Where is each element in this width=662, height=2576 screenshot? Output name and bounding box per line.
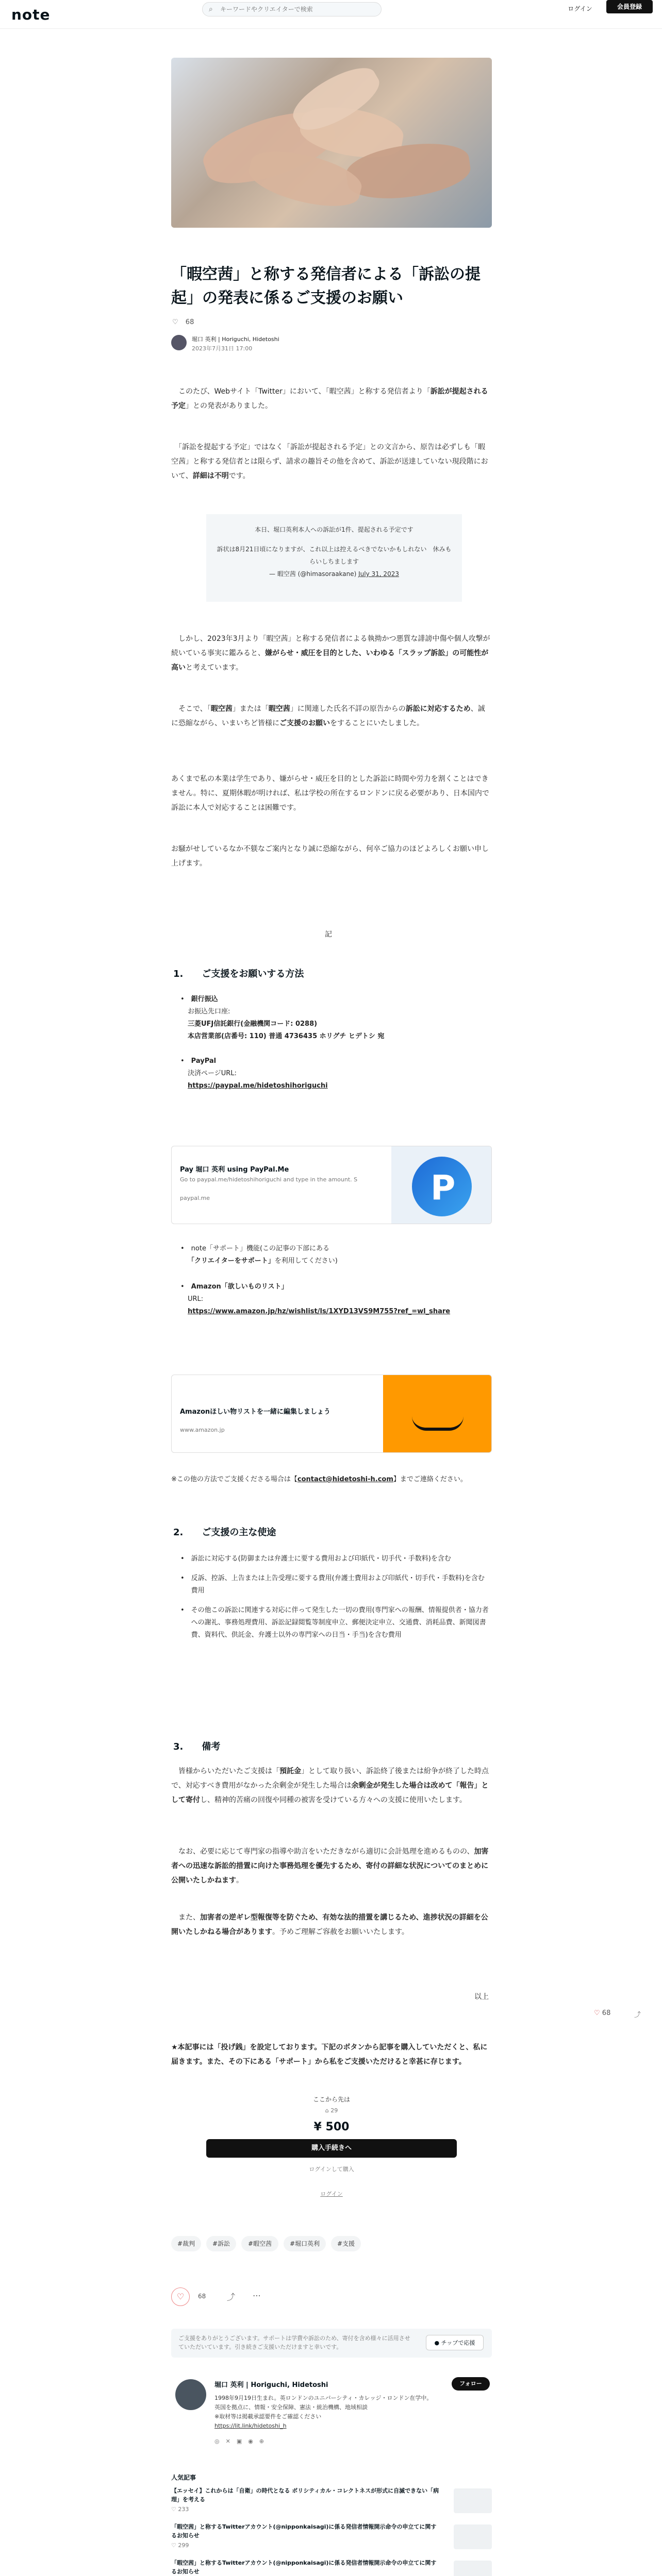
tag-2[interactable]: #訴訟: [206, 2236, 236, 2251]
bank-item: • 銀行振込 お振込先口座: 三菱UFJ信託銀行(金融機関コード: 0288) 本店営業部(店番号: 110) 普通 4736435 ホリグチ ヒデトシ 宛: [180, 995, 385, 1040]
search-icon: ⌕: [209, 5, 213, 13]
tweet-line-2: 訴状は8月21日頃になりますが、これ以上は控えるべきでないかもしれない 休みもらいしちまします: [217, 546, 452, 565]
coin-icon: ●: [434, 2340, 440, 2346]
popular-thumb: [454, 2524, 492, 2549]
tweet-date-link[interactable]: July 31, 2023: [358, 570, 399, 578]
popular-thumb: [454, 2488, 492, 2513]
note-paragraph-2: なお、必要に応じて専門家の指導や助言をいただきながら適切に会計処理を進めるものの、加害者への迅速な訴訟的措置に向けた事務処理を優先するため、寄付の詳細な状況についてのまとめに公開いたしかねます。: [171, 1848, 489, 1885]
buy-note: ログインして購入: [309, 2166, 354, 2173]
tip-button[interactable]: ● チップで応援: [426, 2335, 484, 2350]
embedded-tweet: [206, 514, 462, 602]
heart-icon: ♡: [172, 318, 178, 326]
section-2-heading: 2. ご支援の主な使途: [173, 1527, 276, 1538]
article-date: 2023年7月31日 17:00: [192, 345, 253, 352]
floating-like-button[interactable]: ♡ 68: [594, 2009, 611, 2017]
search-input[interactable]: [220, 5, 375, 14]
paypal-link-card[interactable]: Pay 堀口 英利 using PayPal.Me Go to paypal.me/hidetoshihoriguchi and type in the amount. S paypal.me P: [171, 1146, 492, 1224]
tweet-author: — 暇空茜 (@himasoraakane): [269, 570, 357, 578]
note-logo[interactable]: note: [11, 6, 51, 23]
tag-3[interactable]: #暇空茜: [241, 2236, 278, 2251]
note-support-item: • note「サポート」機能(この記事の下部にある 「クリエイターをサポート」を利用してください): [180, 1245, 338, 1265]
floating-share-icon[interactable]: ⤴: [634, 2011, 641, 2019]
paid-count: ⌂ 29: [325, 2107, 338, 2114]
share-icon[interactable]: ⤴: [227, 2292, 236, 2302]
tweet-line-1: 本日、堀口英利本人への訴訟が1件、提起される予定です: [255, 526, 413, 533]
paid-notice: ★本記事には「投げ銭」を設定しております。下記のボタンから記事を購入していただくと、私に届きます。また、その下にある「サポート」から私をご支援いただけると幸甚に存じます。: [171, 2043, 488, 2066]
like-button[interactable]: [171, 2287, 190, 2306]
heart-icon: ♡: [176, 2292, 185, 2301]
popular-item[interactable]: 「暇空茜」と称するTwitterアカウント(@nipponkaisagi)に係る発信者情報開示命令の申立てに関するお知らせ: [171, 2558, 492, 2576]
paragraph-4: そこで、「暇空茜」または「暇空茜」に関連した氏名不詳の原告からの訴訟に対応するため、誠に恐縮ながら、いまいちど皆様にご支援のお願いをすることにいたしました。: [171, 705, 485, 727]
contact-email-link[interactable]: contact@hidetoshi-h.com: [297, 1476, 393, 1483]
creator-card: [171, 2374, 492, 2451]
paragraph-6: お騒がせしているなか不躾なご案内となり誠に恐縮ながら、何卒ご協力のほどよろしくお願い申し上げます。: [171, 845, 489, 868]
note-paragraph-3: また、加害者の逆ギレ型報復等を防ぐため、有効な法的措置を講じるため、進捗状況の詳細を公開いたしかねる場合があります。予めご理解ご容赦をお願いいたします。: [171, 1913, 488, 1936]
popular-heading: 人気記事: [171, 2474, 196, 2481]
paypal-logo-image: [391, 1146, 492, 1224]
paragraph-2: 「訴訟を提起する予定」ではなく「訴訟が提起される予定」との文言から、原告は必ずしも「暇空茜」と称する発信者とは限らず、請求の趣旨その他を含めて、訴訟が送達していない現段階において、詳細は不明です。: [171, 443, 488, 480]
paragraph-1: このたび、Webサイト「Twitter」において、「暇空茜」と称する発信者より「訴訟が提起される予定」との発表がありました。: [171, 387, 488, 410]
creator-bio: 1998年9月19日生まれ。英ロンドンのユニバーシティ・カレッジ・ロンドン在学中。 英国を拠点に、情報・安全保障、憲法・統治機構、地域相談 ※取材等は掲載承認要件をご確認ください https://lit.link/hidetoshi_h: [214, 2394, 446, 2431]
follow-button[interactable]: フォロー: [452, 2377, 490, 2391]
popular-thumb: [454, 2561, 492, 2576]
paid-from-label: ここから先は: [312, 2096, 350, 2103]
like-counter[interactable]: [172, 318, 194, 326]
search-box[interactable]: [202, 2, 382, 16]
popular-list: [171, 2486, 492, 2576]
popular-item[interactable]: 【エッセイ】これからは「自衛」の時代となる ボリシティカル・コレクトネスが形式に自滅できない「病理」を考える ♡ 233: [171, 2486, 492, 2522]
hero-image: [171, 58, 492, 228]
creator-name[interactable]: 堀口 英利 | Horiguchi, Hidetoshi: [214, 2381, 328, 2389]
like-count: 68: [185, 318, 194, 326]
social-icons[interactable]: ◎✕▣◉⊕: [214, 2438, 271, 2445]
note-paragraph-1: 皆様からいただいたご支援は「預託金」として取り扱い、訴訟終了後または紛争が終了した時点で、対応すべき費用がなかった余剰金が発生した場合は余剰金が発生した場合は改めて「報告」として寄付し、精神的苦痛の回復や同種の被害を受けている方々への支援に使用いたします。: [171, 1767, 489, 1804]
buy-button[interactable]: 購入手続きへ: [206, 2139, 457, 2158]
paypal-item: • PayPal 決済ページURL: https://paypal.me/hidetoshihoriguchi: [180, 1055, 490, 1092]
section-1-heading: 1. ご支援をお願いする方法: [173, 969, 304, 979]
use-list: • 訴訟に対応する(防御または弁護士に要する費用および印紙代・切手代・手数料)を含む • 反訴、控訴、上告または上告受理に要する費用(弁護士費用および印紙代・切手代・手数料)を含む費用 • その他この訴訟に関連する対応に伴って発生した一切の費用(専門家への報酬、情報提供者・協力者への謝礼、事務処理費用、訴訟記録閲覧等制度申立、郵便決定申立、交通費、消耗品費、新聞図書費、資料代、供託金、弁護士以外の専門家への日当・手当)を含む費用: [180, 1555, 489, 1639]
ijou-text: 以上: [474, 1993, 489, 2001]
author-name[interactable]: 堀口 英利 | Horiguchi, Hidetoshi: [192, 336, 279, 343]
amazon-item: • Amazon「欲しいものリスト」 URL: https://www.amazon.jp/hz/wishlist/ls/1XYD13VS9M755?ref_=wl_share: [180, 1281, 490, 1318]
article-title: 「暇空茜」と称する発信者による「訴訟の提起」の発表に係るご支援のお願い: [171, 265, 481, 307]
heart-icon: ♡: [594, 2009, 600, 2017]
paid-price: ¥ 500: [313, 2121, 350, 2133]
paypal-link[interactable]: https://paypal.me/hidetoshihoriguchi: [188, 1082, 328, 1090]
amazon-smile-icon: [412, 1416, 464, 1431]
popular-item[interactable]: 「暇空茜」と称するTwitterアカウント(@nipponkaisagi)に係る発信者情報開示命令の申立てに関するお知らせ ♡ 299: [171, 2522, 492, 2558]
login-link[interactable]: ログイン: [568, 5, 592, 12]
like-count-bottom: 68: [198, 2293, 206, 2300]
amazon-link-card[interactable]: Amazonほしい物リストを一緒に編集しましょう www.amazon.jp: [171, 1375, 492, 1453]
amazon-logo-image: [383, 1375, 492, 1453]
support-box: ご支援をありがとうございます。サポートは学費や訴訟のため、寄付を含め様々に活用させていただいています。引き続きご支援いただけますと幸いです。 ● チップで応援: [171, 2329, 492, 2358]
paragraph-5: あくまで私の本業は学生であり、嫌がらせ・威圧を目的とした訴訟に時間や労力を割くことはできません。特に、夏期休暇が明ければ、私は学校の所在するロンドンに戻る必要があり、日本国内で訴訟に本人で対応することは困難です。: [171, 775, 489, 812]
creator-avatar[interactable]: [175, 2379, 206, 2410]
author-avatar[interactable]: [171, 335, 187, 350]
ki-heading: 記: [325, 930, 332, 939]
signup-button[interactable]: 会員登録: [606, 0, 653, 13]
section-3-heading: 3. 備考: [173, 1741, 221, 1752]
more-icon[interactable]: ⋯: [253, 2291, 261, 2300]
tag-5[interactable]: #支援: [331, 2236, 361, 2251]
amazon-link[interactable]: https://www.amazon.jp/hz/wishlist/ls/1XYD13VS9M755?ref_=wl_share: [188, 1308, 451, 1315]
login-link-bottom[interactable]: ログイン: [320, 2191, 343, 2197]
tag-4[interactable]: #堀口英利: [284, 2236, 326, 2251]
paragraph-3: しかし、2023年3月より「暇空茜」と称する発信者による執拗かつ悪質な誹謗中傷や個人攻撃が続いている事実に鑑みると、嫌がらせ・威圧を目的とした、いわゆる「スラップ訴訟」の可能性が高いと考えています。: [171, 635, 490, 672]
contact-note: ※この他の方法でご支援くださる場合は【contact@hidetoshi-h.com】までご連絡ください。: [171, 1476, 467, 1483]
paypal-p-icon: P: [431, 1168, 456, 1208]
top-header: [0, 0, 662, 29]
creator-link[interactable]: https://lit.link/hidetoshi_h: [214, 2422, 287, 2429]
tag-1[interactable]: #裁判: [171, 2236, 201, 2251]
tag-list: [171, 2236, 492, 2251]
